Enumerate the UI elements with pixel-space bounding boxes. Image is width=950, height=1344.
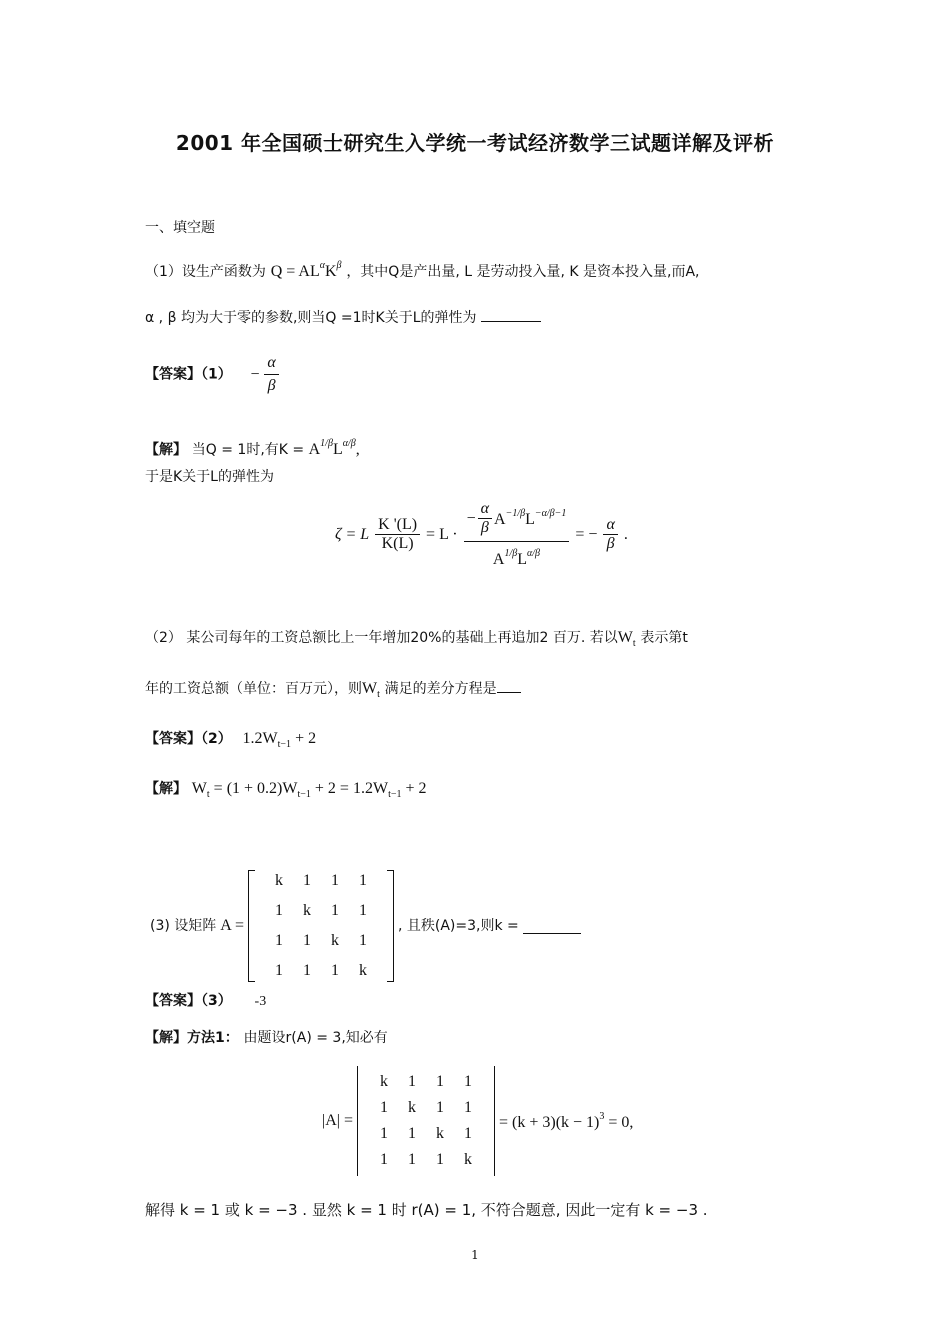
det-cell: 1 [379, 1099, 388, 1116]
q2-sol-formula: $W_t = (1 + 0.2)W_{t-1} + 2 = 1.2W_{t-1} + 2$ [191, 780, 427, 800]
q3-answer [145, 989, 266, 1013]
matrix-cell: 1 [274, 902, 283, 919]
q2-W: $W_t$ [617, 629, 636, 649]
zeta-frac2-num: − $\frac{\alpha}{\beta}$ $A^{-1/\beta}L^{-\alpha/\beta-1}$ [464, 500, 570, 542]
q1-answer-fraction [264, 352, 278, 397]
matrix-cell: k [302, 902, 311, 919]
det-cell: 1 [435, 1073, 444, 1090]
page-number: 1 [471, 1248, 479, 1262]
matrix-cell: 1 [330, 902, 339, 919]
q3-blank [523, 919, 581, 934]
q2-solution [145, 777, 427, 806]
det-lhs: |A| = [322, 1112, 353, 1129]
det-cell: 1 [407, 1073, 416, 1090]
zeta-end: . [623, 525, 628, 543]
det-cell: 1 [379, 1125, 388, 1142]
zeta-frac2-den: $A^{1/\beta}L^{\alpha/\beta}$ [492, 548, 541, 568]
q2-answer-value: $1.2W_{t-1} + 2$ [242, 730, 317, 750]
zeta-frac1-num: K '(L) [375, 516, 420, 535]
matrix-cell: k [330, 932, 339, 949]
q2-line2 [145, 677, 521, 706]
det-cell: 1 [463, 1125, 472, 1142]
det-cell: k [435, 1125, 444, 1142]
matrix-cell: 1 [358, 902, 367, 919]
q1-answer-label: 【答案】（1） [145, 366, 232, 383]
matrix-cell: 1 [358, 872, 367, 889]
q3-label: (3) 设矩阵 [150, 918, 217, 934]
q3-sol-label: 【解】方法1： [145, 1030, 239, 1046]
det-cell: k [379, 1073, 388, 1090]
matrix-cell: 1 [302, 872, 311, 889]
q2-sol-label: 【解】 [145, 781, 187, 797]
det-cell: k [407, 1099, 416, 1116]
det-right-bar [492, 1066, 495, 1176]
q1-answer-neg: − [250, 365, 260, 383]
q2-W2: $W_t$ [362, 680, 380, 700]
q1-answer [145, 352, 279, 397]
det-left-bar [357, 1066, 360, 1176]
q3-line [150, 868, 581, 984]
det-cell: 1 [407, 1125, 416, 1142]
q2-line2-pre: 年的工资总额（单位：百万元），则 [145, 681, 362, 697]
q1-text: ，其中Q是产出量, L 是劳动投入量, K 是资本投入量,而A, [346, 264, 700, 280]
q2-line1-text: （2） 某公司每年的工资总额比上一年增加20%的基础上再追加2 百万. 若以 [145, 630, 618, 646]
matrix-cell: 1 [358, 932, 367, 949]
q1-solution [145, 433, 360, 461]
det-cell: 1 [435, 1099, 444, 1116]
q2-answer [145, 727, 316, 756]
q3-determinant-equation [322, 1066, 633, 1176]
q3-sol-text: 由题设r(A) = 3,知必有 [243, 1030, 388, 1046]
q1-elasticity-equation [335, 500, 628, 569]
q1-answer-den: β [267, 377, 276, 394]
zeta-frac2 [464, 500, 570, 569]
matrix-cell: k [358, 962, 367, 979]
q1-line1 [145, 255, 700, 283]
q1-sol-text: 当Q = 1时,有K = [191, 442, 309, 458]
q2-line2-end: 满足的差分方程是 [384, 681, 497, 697]
matrix-cell: 1 [274, 932, 283, 949]
det-cell: 1 [463, 1073, 472, 1090]
q1-line2 [145, 306, 541, 329]
zeta-result-num: α [603, 516, 617, 535]
q3-A-eq: A = [220, 917, 244, 934]
zeta-lhs: ζ = L [335, 525, 370, 543]
q3-final: 解得 k = 1 或 k = −3 . 显然 k = 1 时 r(A) = 1, 不符合题意, 因此一定有 k = −3 . [145, 1201, 708, 1219]
q3-solution-heading [145, 1026, 388, 1049]
q3-answer-value: -3 [254, 994, 267, 1009]
det-rhs: = $(k + 3)(k - 1)^3 = 0$, [498, 1110, 634, 1131]
section-heading: 一、填空题 [145, 220, 215, 236]
zeta-frac1-den: K(L) [381, 535, 414, 552]
det-cell: 1 [379, 1151, 388, 1168]
q1-sol-formula: $A^{1/\beta}L^{\alpha/\beta}$, [308, 438, 360, 458]
matrix-cell: k [274, 872, 283, 889]
zeta-result-den: β [606, 535, 615, 552]
zeta-mid: = L · [426, 525, 458, 543]
q1-label: （1）设生产函数为 [145, 264, 266, 280]
det-cell: k [463, 1151, 472, 1168]
matrix-right-bracket [387, 870, 394, 982]
matrix-cell: 1 [274, 962, 283, 979]
matrix-left-bracket [248, 870, 255, 982]
zeta-frac1 [375, 516, 420, 553]
q3-answer-label: 【答案】（3） [145, 993, 232, 1009]
q1-sol-line2: 于是K关于L的弹性为 [145, 469, 274, 485]
matrix-cell: 1 [330, 872, 339, 889]
zeta-result [603, 516, 617, 553]
q1-formula: $Q = AL^\alpha K^\beta$ [270, 260, 342, 280]
q2-blank [497, 678, 521, 693]
matrix-A [259, 868, 383, 984]
q2-line1-end: 表示第t [640, 630, 688, 646]
q1-answer-num: α [264, 352, 278, 375]
page-title: 2001 年全国硕士研究生入学统一考试经济数学三试题详解及评析 [175, 131, 775, 155]
q1-blank [481, 307, 541, 322]
determinant-A [364, 1071, 488, 1171]
q2-answer-label: 【答案】（2） [145, 731, 232, 747]
q1-line2-text: α , β 均为大于零的参数,则当Q =1时K关于L的弹性为 [145, 310, 477, 326]
matrix-cell: 1 [302, 962, 311, 979]
q3-after: , 且秩(A)=3,则k = [397, 918, 519, 934]
det-cell: 1 [463, 1099, 472, 1116]
q2-line1 [145, 626, 688, 655]
zeta-eq: = − [575, 525, 598, 543]
matrix-cell: 1 [330, 962, 339, 979]
det-cell: 1 [407, 1151, 416, 1168]
det-cell: 1 [435, 1151, 444, 1168]
matrix-cell: 1 [302, 932, 311, 949]
q1-sol-label: 【解】 [145, 442, 187, 458]
